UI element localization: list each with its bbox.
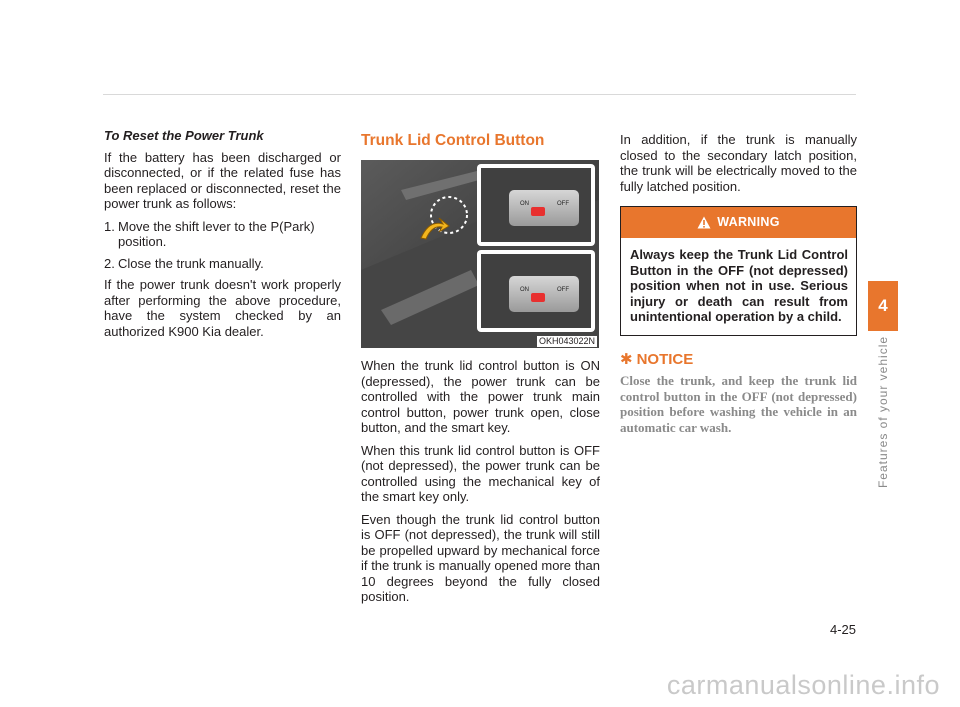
paragraph: When this trunk lid control button is OFF (not depressed), the power trunk can be controlled using the mechanical key of the smart key only. bbox=[361, 442, 600, 504]
switch-on-label: ON bbox=[520, 287, 529, 293]
step-text: Move the shift lever to the P(Park) position. bbox=[118, 218, 315, 249]
reset-outro: If the power trunk doesn't work properly after performing the above procedure, have the system checked by an authorized K900 Kia dealer. bbox=[104, 277, 341, 339]
section-title: Trunk Lid Control Button bbox=[361, 132, 545, 149]
reset-step bbox=[104, 219, 341, 250]
paragraph: In addition, if the trunk is manually closed to the secondary latch position, the trunk will be electrically moved to the fully latched position. bbox=[620, 132, 857, 194]
warning-triangle-icon bbox=[697, 216, 711, 229]
step-text: Close the trunk manually. bbox=[118, 255, 264, 271]
reset-intro: If the battery has been discharged or disconnected, or if the related fuse has been replaced or disconnected, reset the power trunk as follows: bbox=[104, 149, 341, 211]
notice-title: NOTICE bbox=[636, 350, 694, 368]
notice-star-icon: ✱ bbox=[620, 350, 633, 368]
switch-panel-top bbox=[477, 164, 595, 246]
notice-header bbox=[620, 352, 857, 368]
column-trunk-lid bbox=[361, 132, 600, 612]
warning-box bbox=[620, 206, 857, 336]
warning-header bbox=[621, 207, 856, 238]
step-number: 2. bbox=[104, 255, 115, 271]
warning-body: Always keep the Trunk Lid Control Button in the OFF (not depressed) position when not in use. Serious injury or death can result from unintentional operation by a child. bbox=[630, 247, 848, 324]
watermark: carmanualsonline.info bbox=[666, 670, 940, 700]
switch-panel-bottom bbox=[477, 250, 595, 332]
top-rule bbox=[103, 94, 856, 95]
column-right bbox=[620, 132, 857, 442]
step-number: 1. bbox=[104, 218, 115, 234]
photo-code: OKH043022N bbox=[538, 336, 595, 346]
trunk-button-photo bbox=[361, 160, 599, 348]
chapter-label: Features of your vehicle bbox=[876, 335, 890, 489]
warning-title: WARNING bbox=[717, 214, 780, 229]
notice-body: Close the trunk, and keep the trunk lid control button in the OFF (not depressed) position before washing the vehicle in an automatic car wash. bbox=[620, 373, 857, 435]
reset-step bbox=[104, 256, 341, 272]
switch-off-label: OFF bbox=[557, 201, 569, 207]
paragraph: When the trunk lid control button is ON (depressed), the power trunk can be controlled with the power trunk main control button, power trunk open, close button, and the smart key. bbox=[361, 358, 600, 435]
page-number: 4-25 bbox=[829, 622, 856, 637]
reset-heading: To Reset the Power Trunk bbox=[104, 128, 264, 143]
paragraph: Even though the trunk lid control button is OFF (not depressed), the trunk will still be propelled upward by mechanical force if the trunk is manually opened more than 10 degrees beyond the fully closed position. bbox=[361, 511, 600, 604]
switch-on-label: ON bbox=[520, 201, 529, 207]
column-reset bbox=[104, 128, 341, 346]
switch-off-label: OFF bbox=[557, 287, 569, 293]
chapter-tab: 4 bbox=[868, 281, 898, 331]
